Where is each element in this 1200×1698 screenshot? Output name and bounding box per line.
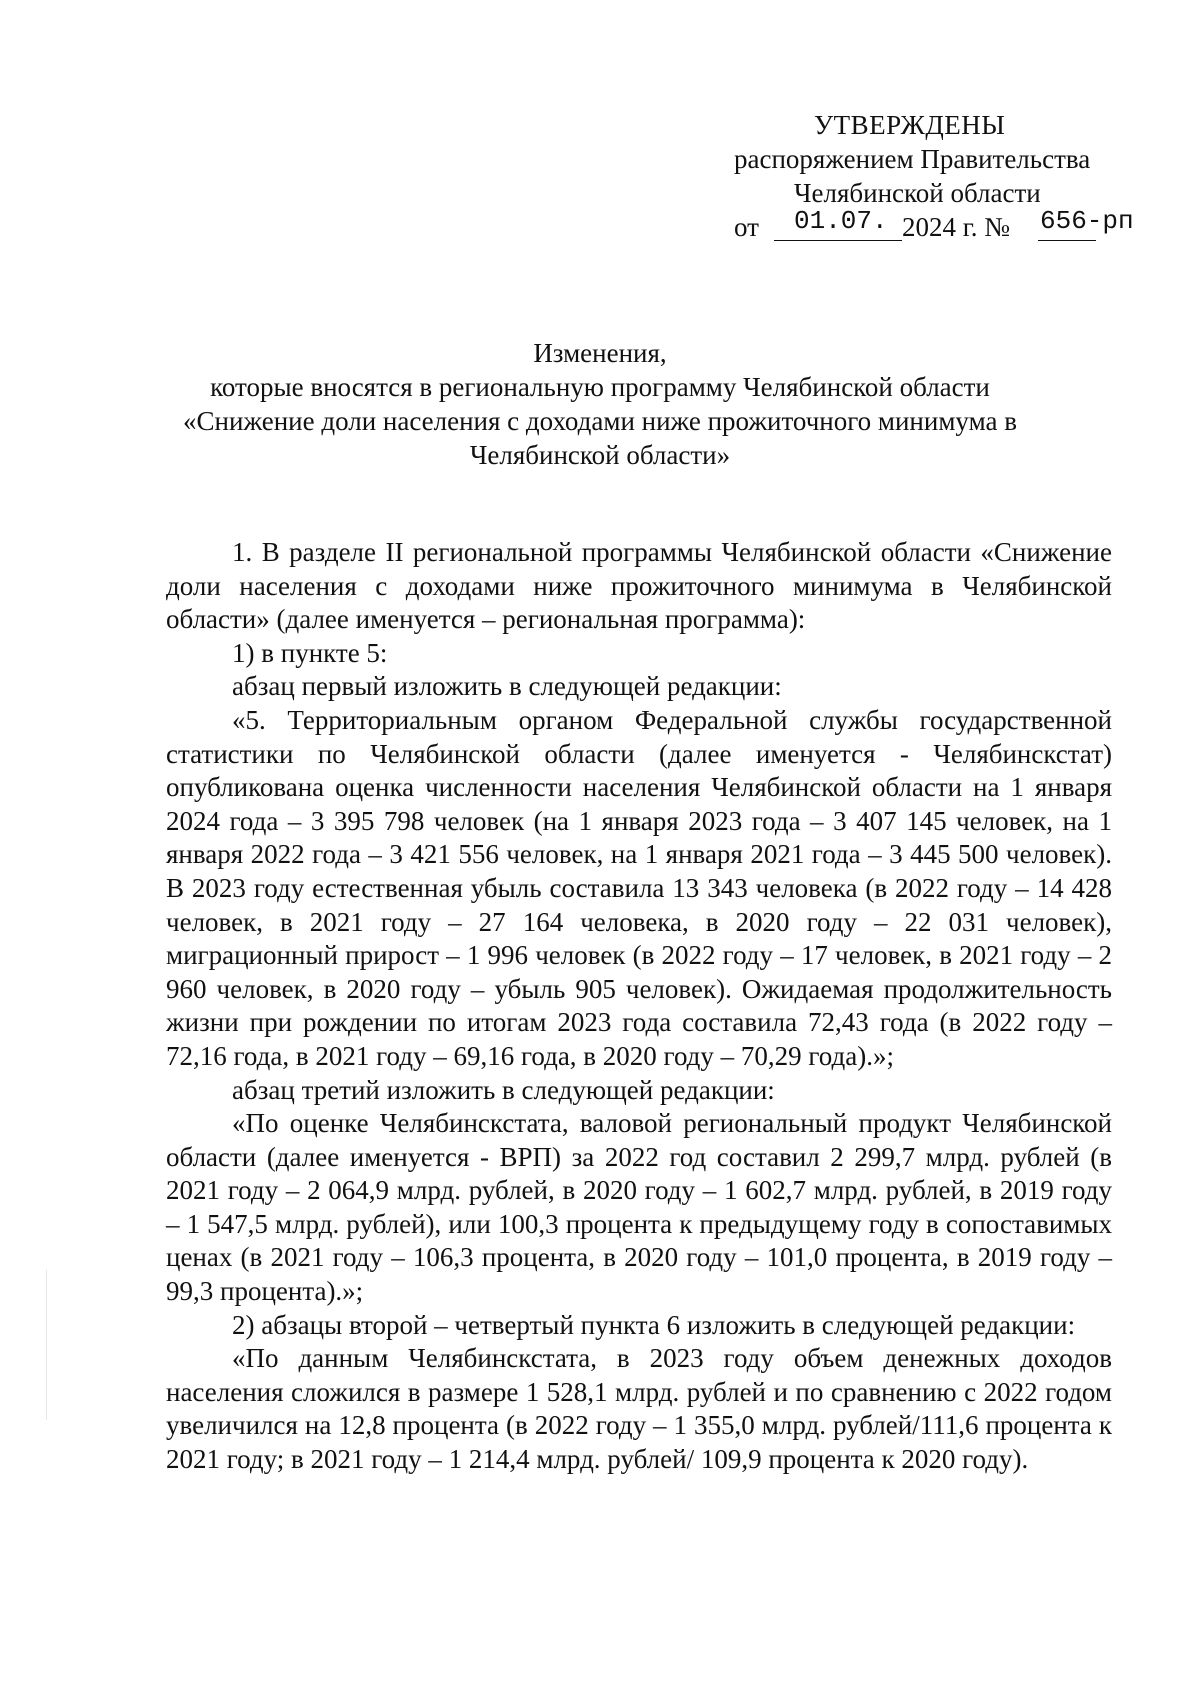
paragraph: «По оценке Челябинскстата, валовой региональный продукт Челябинской области (далее именуется - ВРП) за 2022 год составил 2 299,7 млрд. рублей (в 2021 году – 2 064,9 млрд. рублей, в 2020 году – 1 602,7 млрд. рублей, в 2019 году – 1 547,5 млрд. рублей), или 100,3 процента к предыдущему году в сопоставимых ценах (в 2021 году – 106,3 процента, в 2020 году – 101,0 процента, в 2019 году – 99,3 процента).»; [166,1108,1112,1307]
approval-from-label: от [734,212,759,242]
document-heading [150,336,1050,472]
document-body [166,536,1112,1477]
paragraph: абзац первый изложить в следующей редакции: [232,671,782,702]
approval-authority: распоряжением Правительства [734,144,1091,174]
heading-subtitle-line: «Снижение доли населения с доходами ниже прожиточного минимума в [183,406,1017,436]
approval-date: 01.07. [794,206,888,236]
approval-stamp [700,108,1134,244]
approval-title: УТВЕРЖДЕНЫ [814,110,1006,140]
paragraph: 2) абзацы второй – четвертый пункта 6 изложить в следующей редакции: [232,1309,1076,1340]
approval-number: 656-рп [1040,206,1134,236]
approval-region: Челябинской области [794,178,1041,208]
heading-subtitle-line: которые вносятся в региональную программу Челябинской области [210,372,990,402]
heading-subtitle-line: Челябинской области» [469,440,731,470]
heading-title: Изменения, [533,338,667,368]
paragraph: «По данным Челябинскстата, в 2023 году объем денежных доходов населения сложился в размере 1 528,1 млрд. рублей и по сравнению с 2022 годом увеличился на 12,8 процента (в 2022 году – 1 355,0 млрд. рублей/111,6 процента к 2021 году; в 2021 году – 1 214,4 млрд. рублей/ 109,9 процента к 2020 году). [166,1343,1112,1475]
paragraph: «5. Территориальным органом Федеральной службы государственной статистики по Челябинской области (далее именуется - Челябинскстат) опубликована оценка численности населения Челябинской области на 1 января 2024 года – 3 395 798 человек (на 1 января 2023 года – 3 407 145 человек, на 1 января 2022 года – 3 421 556 человек, на 1 января 2021 года – 3 445 500 человек). В 2023 году естественная убыль составила 13 343 человека (в 2022 году – 14 428 человек, в 2021 году – 27 164 человека, в 2020 году – 22 031 человек), миграционный прирост – 1 996 человек (в 2022 году – 17 человек, в 2021 году – 2 960 человек, в 2020 году – убыль 905 человек). Ожидаемая продолжительность жизни при рождении по итогам 2023 года составила 72,43 года (в 2022 году – 72,16 года, в 2021 году – 69,16 года, в 2020 году – 70,29 года).»; [166,704,1112,1071]
paragraph: абзац третий изложить в следующей редакции: [232,1074,775,1105]
paragraph: 1) в пункте 5: [232,637,388,668]
approval-date-row [734,206,1134,244]
approval-year: 2024 г. № [902,212,1011,242]
paragraph: 1. В разделе II региональной программы Челябинской области «Снижение доли населения с доходами ниже прожиточного минимума в Челябинской области» (далее именуется – региональная программа): [166,537,1112,635]
scan-artifact [46,1270,47,1420]
